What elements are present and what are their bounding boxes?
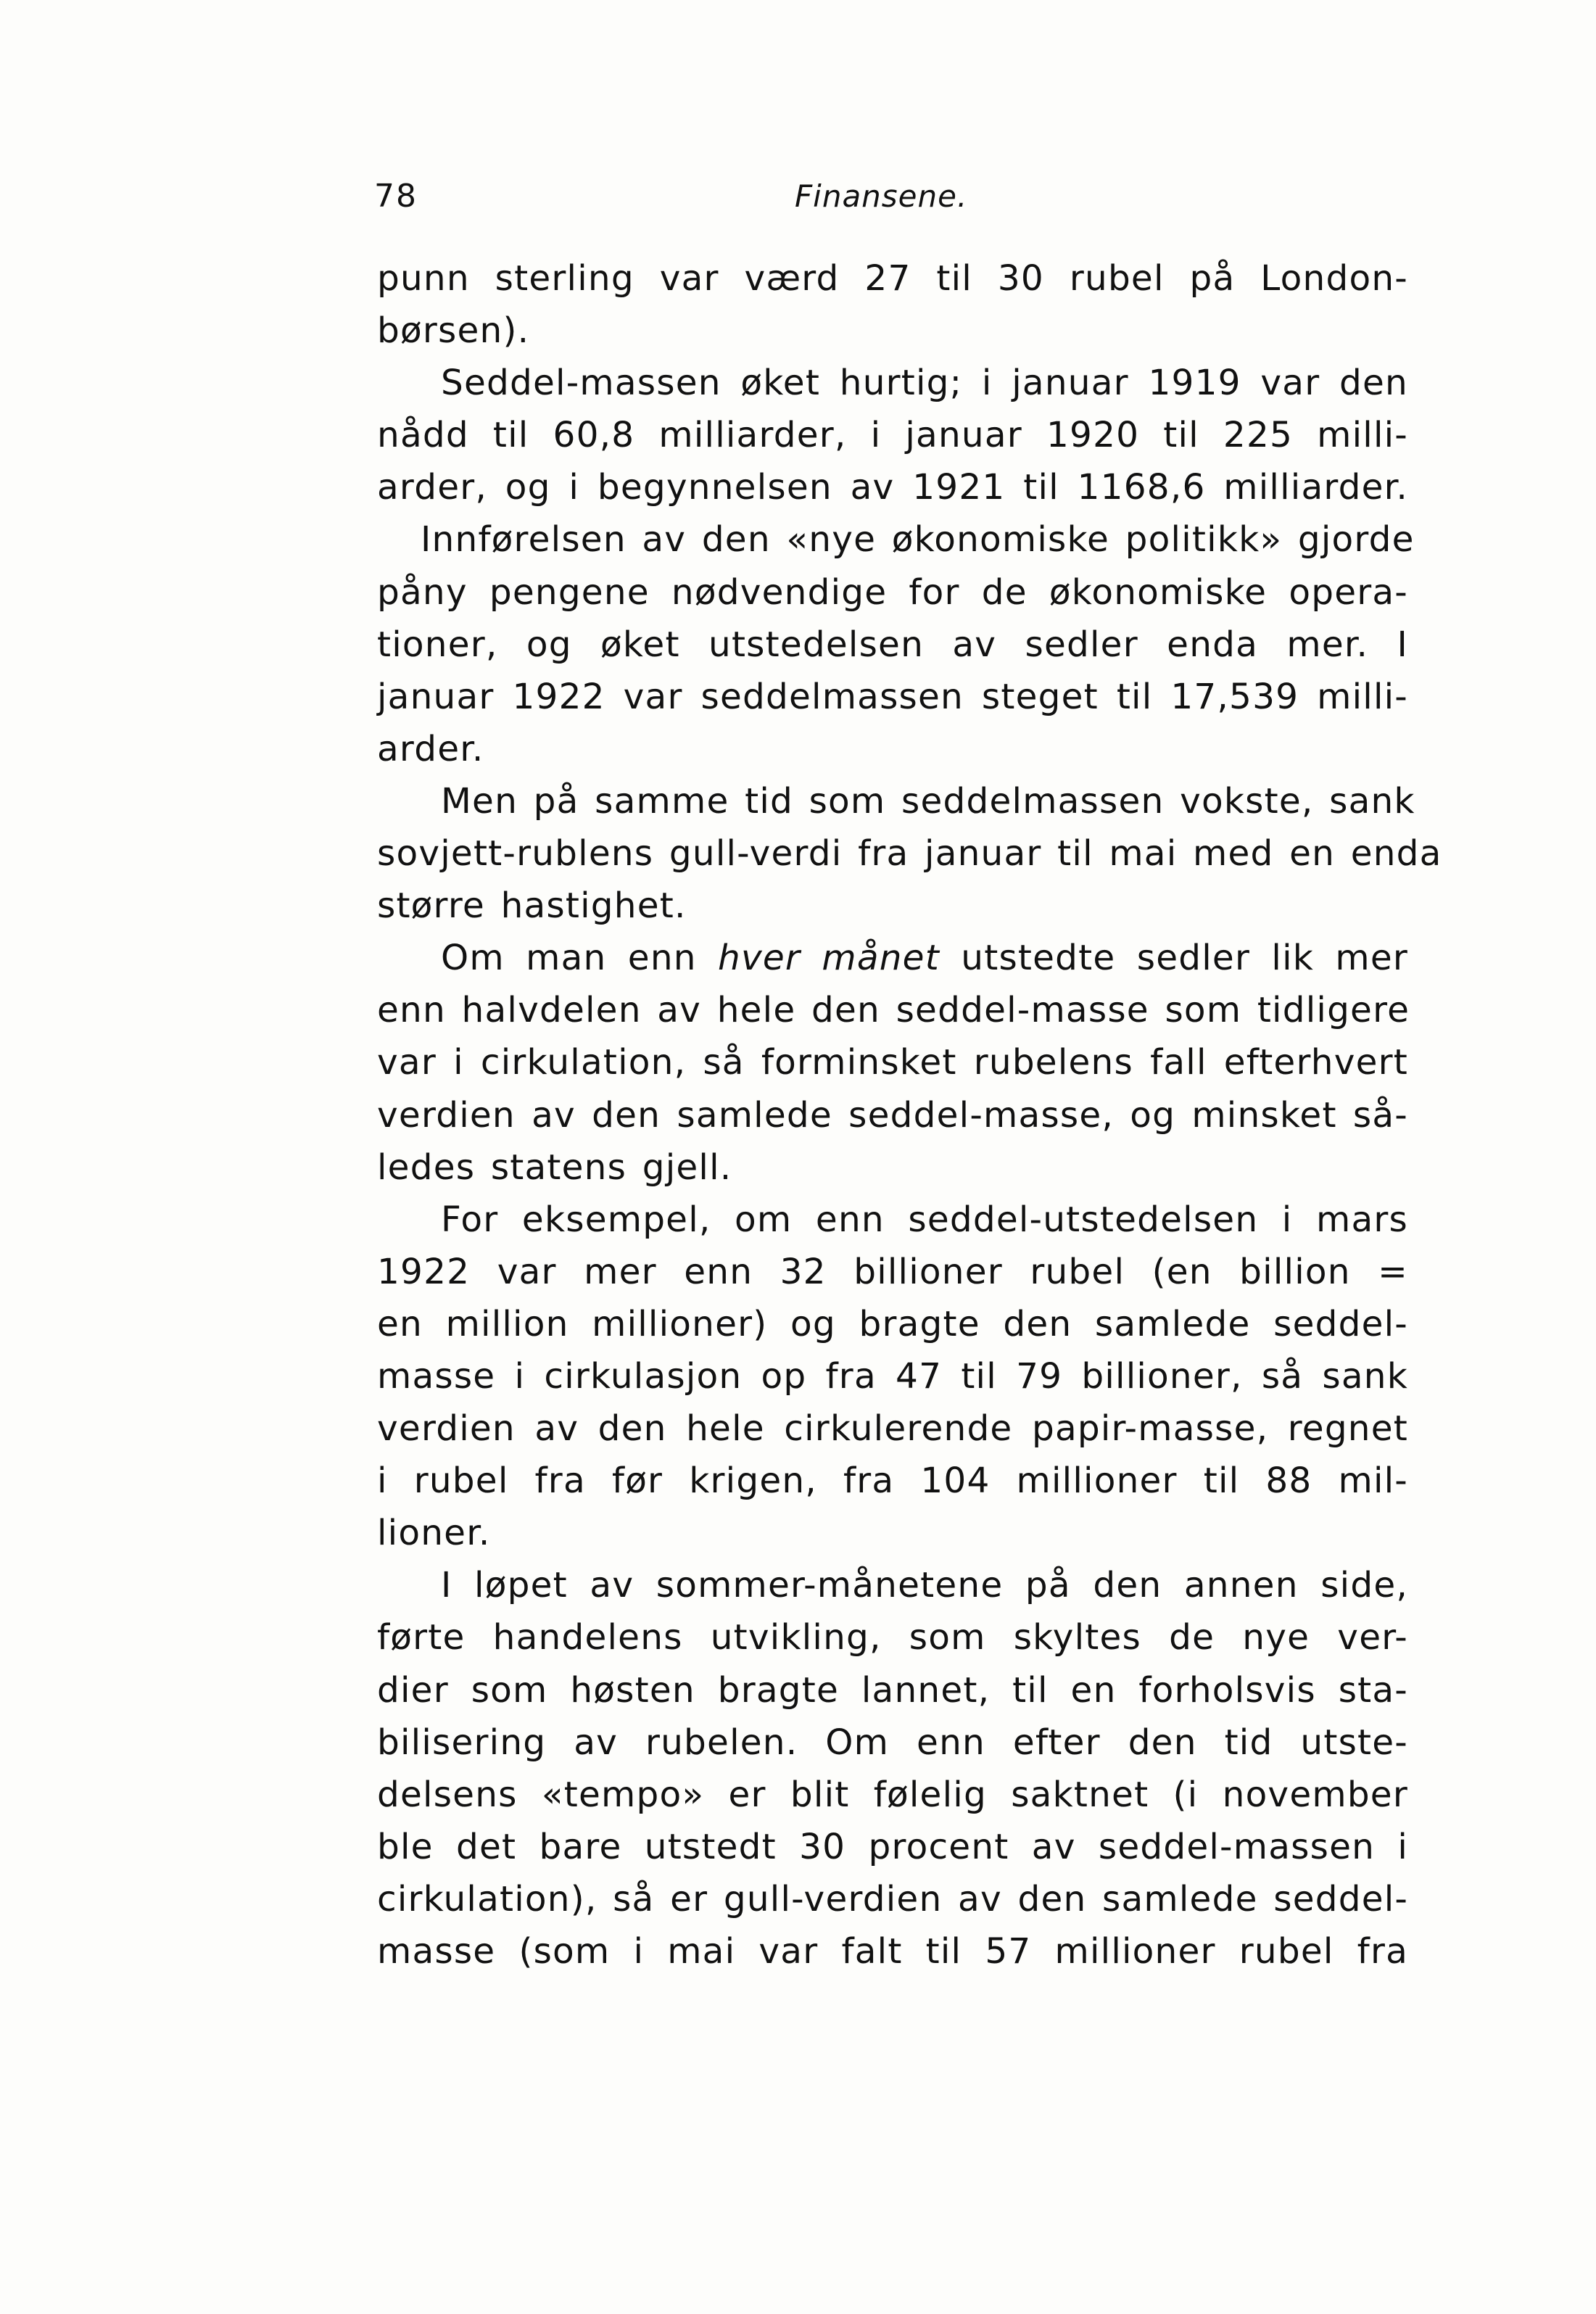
text-line: børsen). — [377, 310, 530, 352]
text-line: verdien av den hele cirkulerende papir-masse, regnet — [377, 1408, 1408, 1450]
text-line: masse (som i mai var falt til 57 millioner rubel fra — [377, 1931, 1408, 1972]
emphasized-text: hver månet — [718, 938, 940, 979]
text-line: bilisering av rubelen. Om enn efter den tid utste- — [377, 1722, 1408, 1763]
text-line: For eksempel, om enn seddel-utstedelsen i mars — [441, 1199, 1408, 1240]
text-line: enn halvdelen av hele den seddel-masse som tidligere — [377, 990, 1410, 1031]
text-run: utstedte sedler lik mer — [939, 938, 1408, 979]
text-line: påny pengene nødvendige for de økonomiske opera- — [377, 571, 1408, 613]
running-head — [374, 171, 1411, 222]
text-line: tioner, og øket utstedelsen av sedler enda mer. I — [377, 624, 1408, 665]
text-line: lioner. — [377, 1513, 491, 1554]
text-line: delsens «tempo» er blit følelig saktnet (i november — [377, 1774, 1408, 1815]
paragraph-3 — [377, 775, 1442, 932]
text-line: større hastighet. — [377, 885, 687, 927]
text-line: januar 1922 var seddelmassen steget til 17,539 milli- — [377, 676, 1408, 717]
text-line: Seddel-massen øket hurtig; i januar 1919 var den — [441, 363, 1408, 404]
text-line: sovjett-rublens gull-verdi fra januar til mai med en enda — [377, 833, 1442, 875]
text-line: punn sterling var værd 27 til 30 rubel på London- — [377, 258, 1408, 299]
text-line: arder, og i begynnelsen av 1921 til 1168,6 milliarder. — [377, 467, 1408, 508]
running-title: Finansene. — [795, 178, 968, 214]
paragraph-6 — [377, 1559, 1408, 1978]
text-line: en million millioner) og bragte den samlede seddel- — [377, 1303, 1408, 1344]
text-line: førte handelens utvikling, som skyltes de nye ver- — [377, 1617, 1408, 1658]
text-line — [377, 932, 1408, 984]
text-line: Innførelsen av den «nye økonomiske politikk» gjorde — [421, 519, 1415, 561]
paragraph-2 — [377, 357, 1415, 775]
page-number: 78 — [374, 178, 418, 215]
text-line: dier som høsten bragte lannet, til en forholsvis sta- — [377, 1669, 1408, 1711]
text-line: I løpet av sommer-månetene på den annen side, — [441, 1565, 1408, 1606]
text-line: verdien av den samlede seddel-masse, og minsket så- — [377, 1094, 1408, 1136]
paragraph-1 — [377, 252, 1408, 357]
text-line: masse i cirkulasjon op fra 47 til 79 billioner, så sank — [377, 1355, 1408, 1397]
text-run: Om man enn — [441, 938, 719, 979]
text-line: ble det bare utstedt 30 procent av seddel-massen i — [377, 1826, 1408, 1867]
text-line: Men på samme tid som seddelmassen vokste, sank — [441, 780, 1415, 822]
text-line: cirkulation), så er gull-verdien av den samlede seddel- — [377, 1878, 1409, 1920]
text-line: nådd til 60,8 milliarder, i januar 1920 til 225 milli- — [377, 415, 1408, 456]
body-text — [377, 252, 1442, 1978]
text-line: arder. — [377, 728, 484, 769]
text-line: ledes statens gjell. — [377, 1146, 732, 1188]
paragraph-4 — [377, 932, 1408, 1193]
text-line: var i cirkulation, så forminsket rubelens fall efterhvert — [377, 1042, 1408, 1083]
paragraph-5 — [377, 1194, 1408, 1560]
text-line: 1922 var mer enn 32 billioner rubel (en billion = — [377, 1251, 1408, 1292]
text-line: i rubel fra før krigen, fra 104 millioner til 88 mil- — [377, 1460, 1408, 1502]
